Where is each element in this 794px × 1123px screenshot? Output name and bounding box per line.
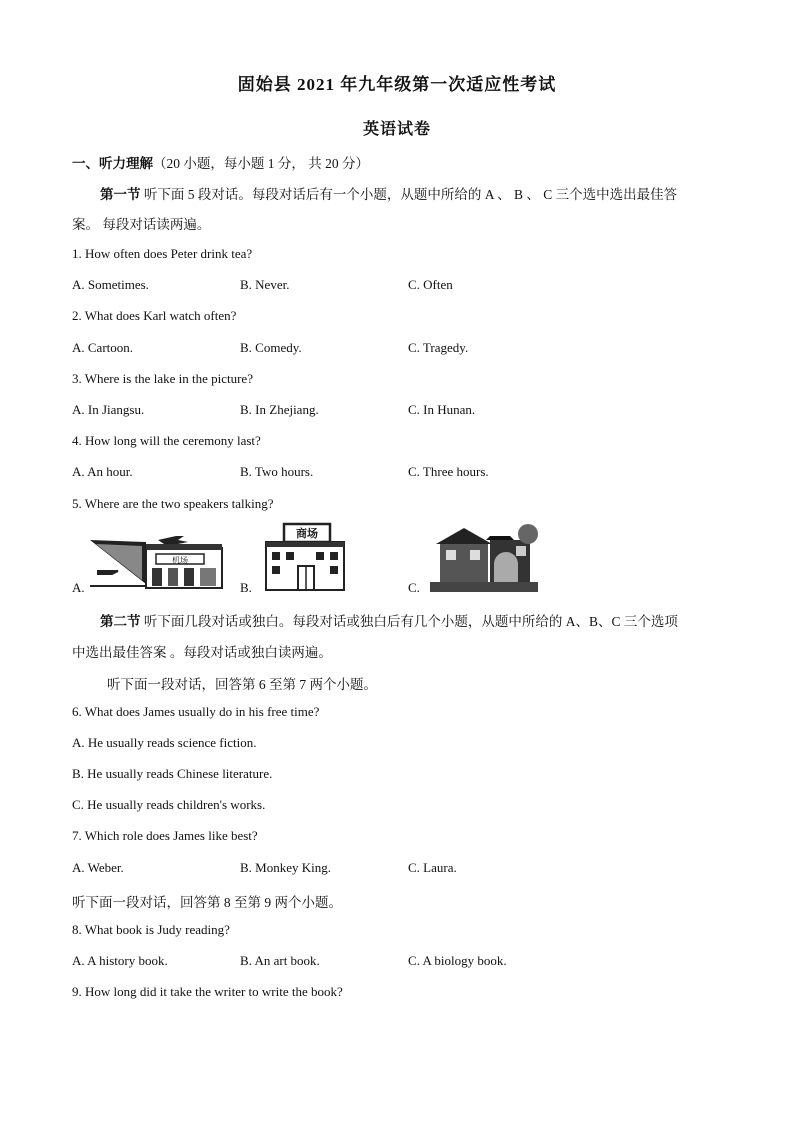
part1-instruction-line1: 听下面 5 段对话。每段对话后有一个小题，从题中所给的 A 、 B 、 C 三个选中选出最佳答 <box>140 187 678 202</box>
section-heading-note: （20 小题，每小题 1 分， 共 20 分） <box>153 156 369 171</box>
house-picture <box>430 522 538 592</box>
question-7-option-c: C. Laura. <box>408 860 457 875</box>
question-8-option-c: C. A biology book. <box>408 953 507 968</box>
question-9-stem: 9. How long did it take the writer to write the book? <box>72 984 343 999</box>
part2-instruction-line2: 中选出最佳答案 。每段对话或独白读两遍。 <box>72 645 332 660</box>
airport-picture <box>86 524 226 592</box>
part2-instruction-line1: 听下面几段对话或独白。每段对话或独白后有几个小题，从题中所给的 A、B、C 三个选项 <box>140 614 678 629</box>
question-2-option-c: C. Tragedy. <box>408 340 469 355</box>
question-5-option-b: B. <box>240 580 252 595</box>
part2-label: 第二节 <box>100 614 141 629</box>
section-heading-label: 一、听力理解 <box>72 156 153 171</box>
question-5-stem: 5. Where are the two speakers talking? <box>72 496 274 511</box>
airport-sign: 机场 <box>172 556 188 565</box>
question-7-stem: 7. Which role does James like best? <box>72 828 258 843</box>
question-8-option-b: B. An art book. <box>240 953 320 968</box>
exam-title: 固始县 2021 年九年级第一次适应性考试 <box>237 75 557 94</box>
question-5-option-a: A. <box>72 580 85 595</box>
part1-instructions <box>100 183 677 203</box>
question-8-stem: 8. What book is Judy reading? <box>72 922 230 937</box>
section-heading <box>72 152 369 172</box>
question-4-option-b: B. Two hours. <box>240 464 314 479</box>
question-7-option-b: B. Monkey King. <box>240 860 331 875</box>
question-6-option-a: A. He usually reads science fiction. <box>72 735 257 750</box>
question-3-option-b: B. In Zhejiang. <box>240 402 319 417</box>
question-4-option-a: A. An hour. <box>72 464 133 479</box>
question-3-stem: 3. Where is the lake in the picture? <box>72 371 253 386</box>
question-2-stem: 2. What does Karl watch often? <box>72 308 237 323</box>
question-1-option-c: C. Often <box>408 277 453 292</box>
question-5-option-c: C. <box>408 580 420 595</box>
question-3-option-a: A. In Jiangsu. <box>72 402 145 417</box>
question-4-option-c: C. Three hours. <box>408 464 489 479</box>
dialog-6-7-note: 听下面一段对话，回答第 6 至第 7 两个小题。 <box>107 677 377 692</box>
mall-sign: 商场 <box>296 527 318 540</box>
question-1-stem: 1. How often does Peter drink tea? <box>72 246 253 261</box>
question-8-option-a: A. A history book. <box>72 953 168 968</box>
shopping-mall-picture <box>262 522 348 592</box>
part1-label: 第一节 <box>100 187 141 202</box>
part1-instruction-line2: 案。 每段对话读两遍。 <box>72 217 211 232</box>
exam-subtitle: 英语试卷 <box>362 121 431 138</box>
question-2-option-b: B. Comedy. <box>240 340 302 355</box>
question-1-option-b: B. Never. <box>240 277 290 292</box>
question-2-option-a: A. Cartoon. <box>72 340 134 355</box>
question-6-option-c: C. He usually reads children's works. <box>72 797 266 812</box>
part2-instructions <box>100 610 678 630</box>
question-4-stem: 4. How long will the ceremony last? <box>72 433 261 448</box>
dialog-8-9-note: 听下面一段对话，回答第 8 至第 9 两个小题。 <box>72 895 342 910</box>
question-6-stem: 6. What does James usually do in his free time? <box>72 704 320 719</box>
question-6-option-b: B. He usually reads Chinese literature. <box>72 766 273 781</box>
question-7-option-a: A. Weber. <box>72 860 124 875</box>
question-3-option-c: C. In Hunan. <box>408 402 476 417</box>
question-1-option-a: A. Sometimes. <box>72 277 149 292</box>
